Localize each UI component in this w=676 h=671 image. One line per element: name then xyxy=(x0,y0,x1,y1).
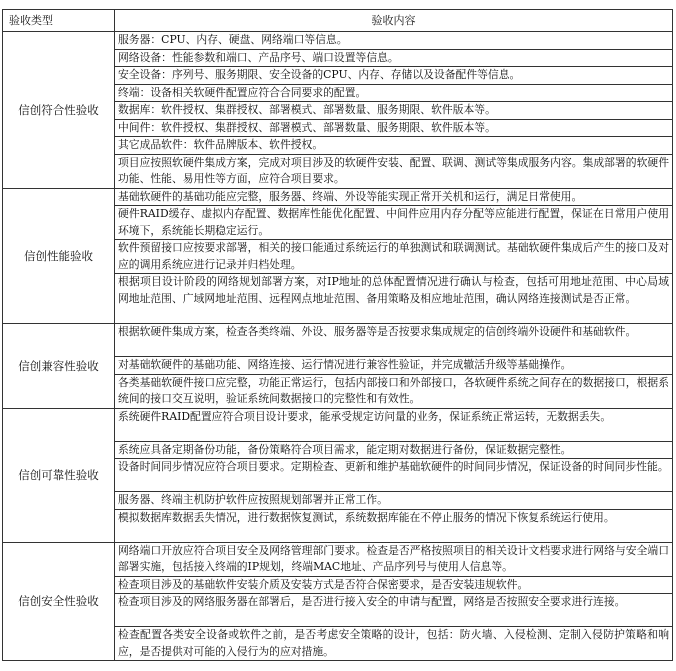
requirement-cell: 数据库：软件授权、集群授权、部署模式、部署数量、服务期限、软件版本等。 xyxy=(115,102,673,120)
requirement-cell: 硬件RAID缓存、虚拟内存配置、数据库性能优化配置、中间件应用内存分配等应能进行配置，保证在日常用户使用环境下，系统能长期稳定运行。 xyxy=(115,206,673,240)
category-cell: 信创符合性验收 xyxy=(3,32,115,189)
requirement-cell: 服务器：CPU、内存、硬盘、网络端口等信息。 xyxy=(115,32,673,50)
requirement-cell: 系统硬件RAID配置应符合项目设计要求，能承受规定访问量的业务，保证系统正常运转，无数据丢失。 xyxy=(115,408,673,441)
requirement-cell: 网络端口开放应符合项目安全及网络管理部门要求。检查是否严格按照项目的相关设计文档要求进行网络与安全端口部署实施，包括接入终端的IP规划，终端MAC地址、产品序列号与使用人信息等。 xyxy=(115,542,673,576)
category-cell: 信创兼容性验收 xyxy=(3,324,115,409)
requirement-cell: 根据软硬件集成方案，检查各类终端、外设、服务器等是否按要求集成规定的信创终端外设硬件和基础软件。 xyxy=(115,324,673,357)
requirement-cell: 系统应具备定期备份功能，备份策略符合项目需求，能定期对数据进行备份，保证数据完整性。 xyxy=(115,441,673,459)
table-body xyxy=(3,32,673,661)
category-cell: 信创性能验收 xyxy=(3,188,115,324)
requirement-cell: 网络设备：性能参数和端口、产品序号、端口设置等信息。 xyxy=(115,49,673,67)
requirement-cell: 根据项目设计阶段的网络规划部署方案，对IP地址的总体配置情况进行确认与检查，包括可用地址范围、中心局域网地址范围、广域网地址范围、远程网点地址范围、备用策略及相应地址范围，确认网络连接测试是否正常。 xyxy=(115,274,673,324)
content-column-header: 验收内容 xyxy=(115,10,673,32)
table-row xyxy=(3,324,673,357)
type-column-header: 验收类型 xyxy=(3,10,115,32)
requirement-cell: 基础软硬件的基础功能应完整，服务器、终端、外设等能实现正常开关机和运行，满足日常使用。 xyxy=(115,188,673,206)
requirement-cell: 对基础软硬件的基础功能、网络连接、运行情况进行兼容性验证，并完成辙活升级等基础操作。 xyxy=(115,357,673,375)
requirement-cell: 检查项目涉及的基础软件安装介质及安装方式是否符合保密要求，是否安装违规软件。 xyxy=(115,576,673,594)
requirement-cell: 项目应按照软硬件集成方案，完成对项目涉及的软硬件安装、配置、联调、测试等集成服务内容。集成部署的软硬件功能、性能、易用性等方面，应符合项目要求。 xyxy=(115,154,673,188)
table-row xyxy=(3,188,673,206)
acceptance-document xyxy=(2,9,673,661)
requirement-cell: 终端：设备相关软硬件配置应符合合同要求的配置。 xyxy=(115,84,673,102)
requirement-cell: 软件预留接口应按要求部署，相关的接口能通过系统运行的单独测试和联调测试。基础软硬件集成后产生的接口及对应的调用系统应进行记录并归档处理。 xyxy=(115,240,673,274)
requirement-cell: 检查项目涉及的网络服务器在部署后，是否进行接入安全的申请与配置，网络是否按照安全要求进行连接。 xyxy=(115,594,673,627)
table-row xyxy=(3,32,673,50)
requirement-cell: 设备时间同步情况应符合项目要求。定期检查、更新和维护基础软硬件的时间同步情况，保证设备的时间同步性能。 xyxy=(115,459,673,492)
requirement-cell: 检查配置各类安全设备或软件之前，是否考虑安全策略的设计，包括：防火墙、入侵检测、定制入侵防护策略和响应，是否提供对可能的入侵行为的应对措施。 xyxy=(115,627,673,661)
requirement-cell: 服务器、终端主机防护软件应按照规划部署并正常工作。 xyxy=(115,492,673,510)
table-row xyxy=(3,408,673,441)
acceptance-table xyxy=(2,9,673,661)
category-cell: 信创安全性验收 xyxy=(3,542,115,661)
requirement-cell: 其它成品软件：软件品牌版本、软件授权。 xyxy=(115,137,673,155)
requirement-cell: 模拟数据库数据丢失情况，进行数据恢复测试，系统数据库能在不停止服务的情况下恢复系统运行使用。 xyxy=(115,509,673,542)
category-cell: 信创可靠性验收 xyxy=(3,408,115,542)
table-header-row xyxy=(3,10,673,32)
requirement-cell: 各类基础软硬件接口应完整，功能正常运行，包括内部接口和外部接口，各软硬件系统之间存在的数据接口，根据系统间的接口交互说明，验证系统间数据接口的完整性和有效性。 xyxy=(115,374,673,408)
table-row xyxy=(3,542,673,576)
requirement-cell: 中间件：软件授权、集群授权、部署模式、部署数量、服务期限、软件版本等。 xyxy=(115,119,673,137)
requirement-cell: 安全设备：序列号、服务期限、安全设备的CPU、内存、存储以及设备配件等信息。 xyxy=(115,67,673,85)
